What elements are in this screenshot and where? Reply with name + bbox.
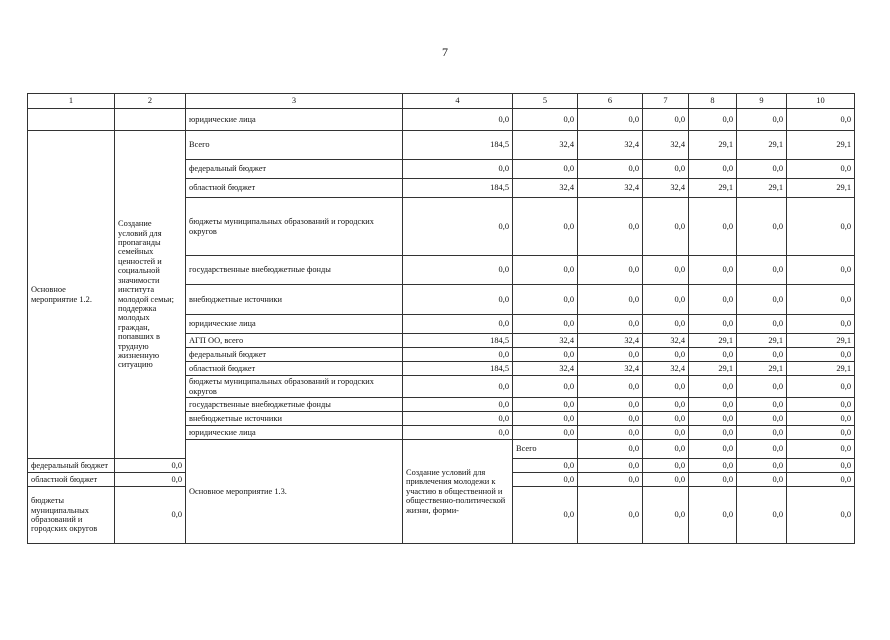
value-cell: 32,4 — [513, 334, 578, 348]
value-cell: 0,0 — [578, 459, 643, 473]
value-cell: 32,4 — [578, 179, 643, 198]
value-cell: 0,0 — [643, 198, 689, 256]
value-cell: 0,0 — [689, 412, 737, 426]
activity-name: Основное мероприятие 1.3. — [186, 440, 403, 544]
value-cell: 0,0 — [578, 440, 643, 459]
value-cell: 0,0 — [115, 487, 186, 544]
column-header: 7 — [643, 94, 689, 109]
funding-table — [27, 93, 855, 544]
value-cell: 0,0 — [513, 412, 578, 426]
value-cell: 0,0 — [578, 398, 643, 412]
value-cell: 32,4 — [643, 179, 689, 198]
empty-cell — [115, 109, 186, 131]
table-row — [28, 109, 855, 131]
value-cell: 29,1 — [737, 131, 787, 160]
column-header: 6 — [578, 94, 643, 109]
value-cell: 0,0 — [787, 459, 855, 473]
funding-source: юридические лица — [186, 315, 403, 334]
value-cell: 0,0 — [578, 256, 643, 285]
value-cell: 0,0 — [403, 426, 513, 440]
value-cell: 0,0 — [578, 315, 643, 334]
value-cell: 0,0 — [737, 285, 787, 315]
value-cell: 0,0 — [689, 440, 737, 459]
value-cell: 0,0 — [513, 459, 578, 473]
value-cell: 29,1 — [787, 334, 855, 348]
value-cell: 0,0 — [737, 315, 787, 334]
column-header: 4 — [403, 94, 513, 109]
value-cell: 29,1 — [737, 334, 787, 348]
value-cell: 0,0 — [643, 426, 689, 440]
funding-source: федеральный бюджет — [28, 459, 115, 473]
value-cell: 0,0 — [689, 315, 737, 334]
value-cell: 0,0 — [578, 487, 643, 544]
funding-source: государственные внебюджетные фонды — [186, 256, 403, 285]
value-cell: 0,0 — [689, 376, 737, 398]
value-cell: 0,0 — [578, 348, 643, 362]
activity-description: Создание условий для привлечения молодежи к участию в общественной и общественно-политической жизни, форми- — [403, 440, 513, 544]
value-cell: 0,0 — [643, 315, 689, 334]
value-cell: 0,0 — [787, 198, 855, 256]
value-cell: 0,0 — [643, 487, 689, 544]
value-cell: 0,0 — [787, 109, 855, 131]
value-cell: 0,0 — [737, 412, 787, 426]
value-cell: 0,0 — [513, 398, 578, 412]
value-cell: 0,0 — [737, 426, 787, 440]
funding-source: внебюджетные источники — [186, 412, 403, 426]
value-cell: 0,0 — [787, 487, 855, 544]
value-cell: 32,4 — [578, 131, 643, 160]
value-cell: 0,0 — [513, 487, 578, 544]
value-cell: 0,0 — [787, 348, 855, 362]
value-cell: 0,0 — [513, 376, 578, 398]
value-cell: 0,0 — [737, 398, 787, 412]
value-cell: 0,0 — [689, 426, 737, 440]
funding-source: юридические лица — [186, 426, 403, 440]
funding-source: федеральный бюджет — [186, 348, 403, 362]
value-cell: 0,0 — [578, 376, 643, 398]
value-cell: 29,1 — [689, 362, 737, 376]
value-cell: 0,0 — [787, 285, 855, 315]
value-cell: 0,0 — [689, 256, 737, 285]
table-row — [28, 131, 855, 160]
value-cell: 0,0 — [403, 348, 513, 362]
column-header: 9 — [737, 94, 787, 109]
funding-source: бюджеты муниципальных образований и городских округов — [186, 198, 403, 256]
value-cell: 0,0 — [689, 473, 737, 487]
value-cell: 0,0 — [737, 160, 787, 179]
value-cell: 32,4 — [513, 179, 578, 198]
value-cell: 0,0 — [643, 459, 689, 473]
value-cell: 184,5 — [403, 131, 513, 160]
value-cell: 0,0 — [643, 398, 689, 412]
value-cell: 0,0 — [513, 285, 578, 315]
value-cell: 32,4 — [513, 131, 578, 160]
header-row — [28, 94, 855, 109]
funding-source: юридические лица — [186, 109, 403, 131]
value-cell: 0,0 — [643, 256, 689, 285]
value-cell: 29,1 — [787, 179, 855, 198]
value-cell: 29,1 — [689, 131, 737, 160]
value-cell: 184,5 — [403, 179, 513, 198]
page-number: 7 — [442, 45, 448, 59]
activity-name: Основное мероприятие 1.2. — [28, 131, 115, 459]
value-cell: 0,0 — [689, 459, 737, 473]
funding-source: государственные внебюджетные фонды — [186, 398, 403, 412]
value-cell: 0,0 — [643, 348, 689, 362]
funding-source: бюджеты муниципальных образований и городских округов — [28, 487, 115, 544]
value-cell: 29,1 — [787, 362, 855, 376]
value-cell: 0,0 — [787, 412, 855, 426]
value-cell: 29,1 — [737, 362, 787, 376]
value-cell: 0,0 — [513, 426, 578, 440]
value-cell: 0,0 — [403, 376, 513, 398]
value-cell: 0,0 — [737, 109, 787, 131]
value-cell: 0,0 — [513, 109, 578, 131]
value-cell: 0,0 — [578, 473, 643, 487]
value-cell: 0,0 — [403, 109, 513, 131]
value-cell: 0,0 — [115, 473, 186, 487]
value-cell: 0,0 — [787, 426, 855, 440]
empty-cell — [28, 109, 115, 131]
value-cell: 0,0 — [643, 440, 689, 459]
value-cell: 0,0 — [513, 348, 578, 362]
value-cell: 0,0 — [737, 487, 787, 544]
value-cell: 0,0 — [689, 198, 737, 256]
value-cell: 0,0 — [787, 315, 855, 334]
value-cell: 0,0 — [403, 398, 513, 412]
value-cell: 0,0 — [403, 256, 513, 285]
column-header: 2 — [115, 94, 186, 109]
value-cell: 0,0 — [403, 198, 513, 256]
column-header: 8 — [689, 94, 737, 109]
value-cell: 0,0 — [578, 412, 643, 426]
funding-source: внебюджетные источники — [186, 285, 403, 315]
funding-source: бюджеты муниципальных образований и городских округов — [186, 376, 403, 398]
value-cell: 0,0 — [578, 285, 643, 315]
funding-source: АГП ОО, всего — [186, 334, 403, 348]
value-cell: 184,5 — [403, 362, 513, 376]
value-cell: 0,0 — [578, 198, 643, 256]
value-cell: 32,4 — [643, 131, 689, 160]
value-cell: 0,0 — [578, 426, 643, 440]
value-cell: 0,0 — [689, 398, 737, 412]
activity-description: Создание условий для пропаганды семейных ценностей и социальной значимости института молодой семьи; поддержка молодых граждан, попавших в трудную жизненную ситуацию — [115, 131, 186, 459]
value-cell: 29,1 — [787, 131, 855, 160]
value-cell: 0,0 — [115, 459, 186, 473]
value-cell: 0,0 — [643, 473, 689, 487]
value-cell: 32,4 — [578, 362, 643, 376]
value-cell: 32,4 — [513, 362, 578, 376]
column-header: 1 — [28, 94, 115, 109]
value-cell: 0,0 — [737, 256, 787, 285]
value-cell: 32,4 — [643, 334, 689, 348]
value-cell: 0,0 — [403, 160, 513, 179]
value-cell: 0,0 — [787, 376, 855, 398]
value-cell: 0,0 — [737, 198, 787, 256]
value-cell: 0,0 — [578, 109, 643, 131]
column-header: 10 — [787, 94, 855, 109]
value-cell: 0,0 — [787, 160, 855, 179]
value-cell: 0,0 — [513, 198, 578, 256]
value-cell: 0,0 — [513, 473, 578, 487]
value-cell: 0,0 — [737, 473, 787, 487]
funding-source: областной бюджет — [186, 179, 403, 198]
value-cell: 0,0 — [737, 348, 787, 362]
value-cell: 0,0 — [737, 459, 787, 473]
column-header: 5 — [513, 94, 578, 109]
value-cell: 0,0 — [643, 160, 689, 179]
value-cell: 0,0 — [513, 256, 578, 285]
value-cell: 29,1 — [737, 179, 787, 198]
funding-source: Всего — [186, 131, 403, 160]
value-cell: 0,0 — [787, 440, 855, 459]
value-cell: 0,0 — [403, 412, 513, 426]
value-cell: 0,0 — [513, 315, 578, 334]
value-cell: 29,1 — [689, 334, 737, 348]
value-cell: 0,0 — [643, 412, 689, 426]
value-cell: 0,0 — [689, 348, 737, 362]
funding-source: областной бюджет — [186, 362, 403, 376]
value-cell: 0,0 — [403, 315, 513, 334]
value-cell: 0,0 — [689, 160, 737, 179]
value-cell: 0,0 — [787, 398, 855, 412]
funding-source: областной бюджет — [28, 473, 115, 487]
value-cell: 0,0 — [689, 487, 737, 544]
value-cell: 32,4 — [643, 362, 689, 376]
value-cell: 32,4 — [578, 334, 643, 348]
value-cell: 0,0 — [787, 473, 855, 487]
value-cell: 0,0 — [643, 376, 689, 398]
value-cell: 0,0 — [643, 285, 689, 315]
value-cell: 0,0 — [403, 285, 513, 315]
funding-source: федеральный бюджет — [186, 160, 403, 179]
value-cell: 0,0 — [689, 109, 737, 131]
value-cell: 0,0 — [643, 109, 689, 131]
column-header: 3 — [186, 94, 403, 109]
value-cell: 0,0 — [737, 440, 787, 459]
value-cell: 0,0 — [737, 376, 787, 398]
value-cell: 0,0 — [689, 285, 737, 315]
funding-source: Всего — [513, 440, 578, 459]
value-cell: 0,0 — [578, 160, 643, 179]
value-cell: 184,5 — [403, 334, 513, 348]
value-cell: 0,0 — [513, 160, 578, 179]
value-cell: 29,1 — [689, 179, 737, 198]
value-cell: 0,0 — [787, 256, 855, 285]
